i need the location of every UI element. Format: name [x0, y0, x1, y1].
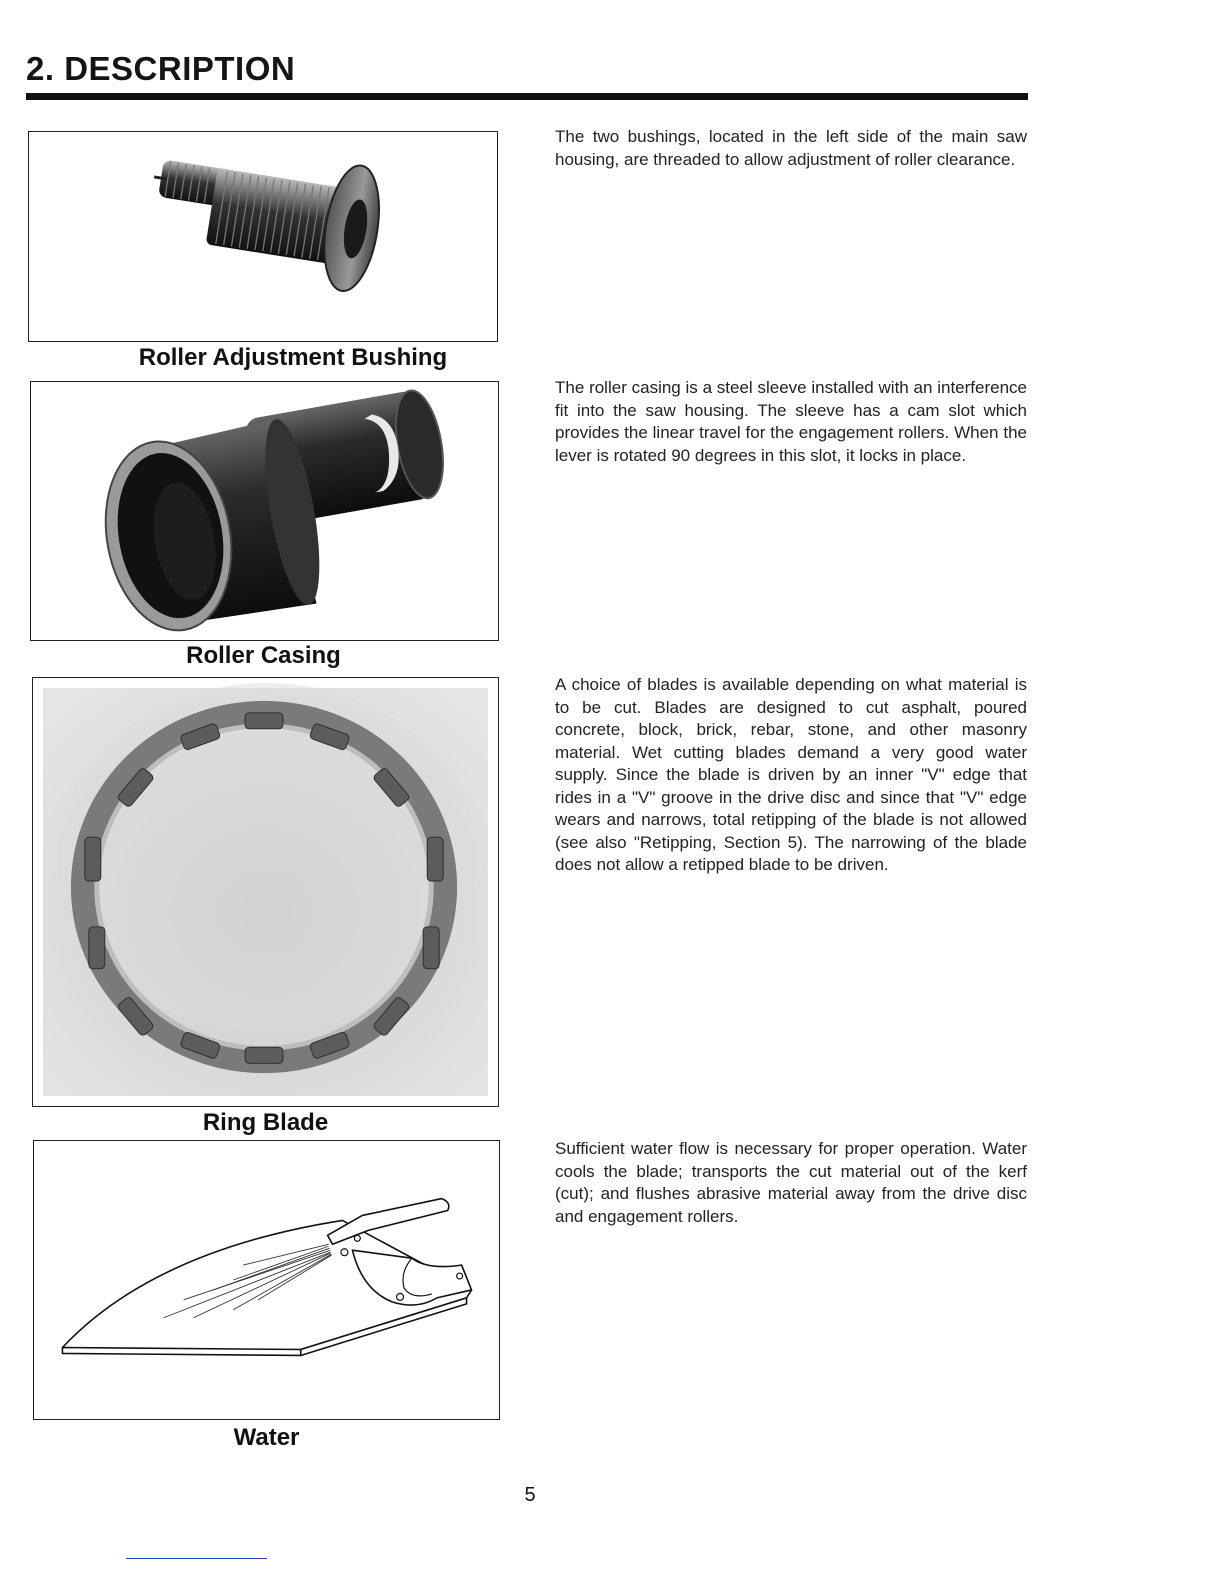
page-title: 2. DESCRIPTION [26, 50, 296, 87]
ring-blade-illustration [33, 678, 498, 1106]
title-divider [26, 93, 1028, 100]
ring-blade-description: A choice of blades is available depending on what material is to be cut. Blades are designed to cut asphalt, poured concrete, block, brick, rebar, stone, and other masonry material. Wet cutting blades demand a very good water supply. Since the blade is driven by an inner "V" edge that rides in a "V" groove in the drive disc and since that "V" edge wears and narrows, total retipping of the blade is not allowed (see also "Retipping, Section 5). The narrowing of the blade does not allow a retipped blade to be driven. [555, 675, 1027, 874]
roller-bushing-figure [28, 131, 498, 342]
roller-casing-illustration [31, 382, 498, 640]
roller-casing-figure [30, 381, 499, 641]
ring-blade-figure [32, 677, 499, 1107]
ring-blade-caption: Ring Blade [202, 1109, 329, 1136]
water-figure [33, 1140, 500, 1420]
water-description: Sufficient water flow is necessary for proper operation. Water cools the blade; transports the cut material out of the kerf (cut); and flushes abrasive material away from the drive disc and engagement rollers. [555, 1139, 1027, 1226]
roller-bushing-description: The two bushings, located in the left side of the main saw housing, are threaded to allow adjustment of roller clearance. [555, 127, 1027, 169]
page-number: 5 [524, 1484, 536, 1506]
roller-casing-caption: Roller Casing [186, 642, 341, 669]
roller-casing-description: The roller casing is a steel sleeve installed with an interference fit into the saw housing. The sleeve has a cam slot which provides the linear travel for the engagement rollers. When the lever is rotated 90 degrees in this slot, it locks in place. [555, 378, 1027, 465]
roller-bushing-illustration [29, 132, 497, 341]
roller-bushing-caption: Roller Adjustment Bushing [138, 344, 448, 371]
water-caption: Water [233, 1424, 300, 1451]
water-spray-illustration [34, 1141, 499, 1419]
footer-link-underline [126, 1558, 267, 1559]
